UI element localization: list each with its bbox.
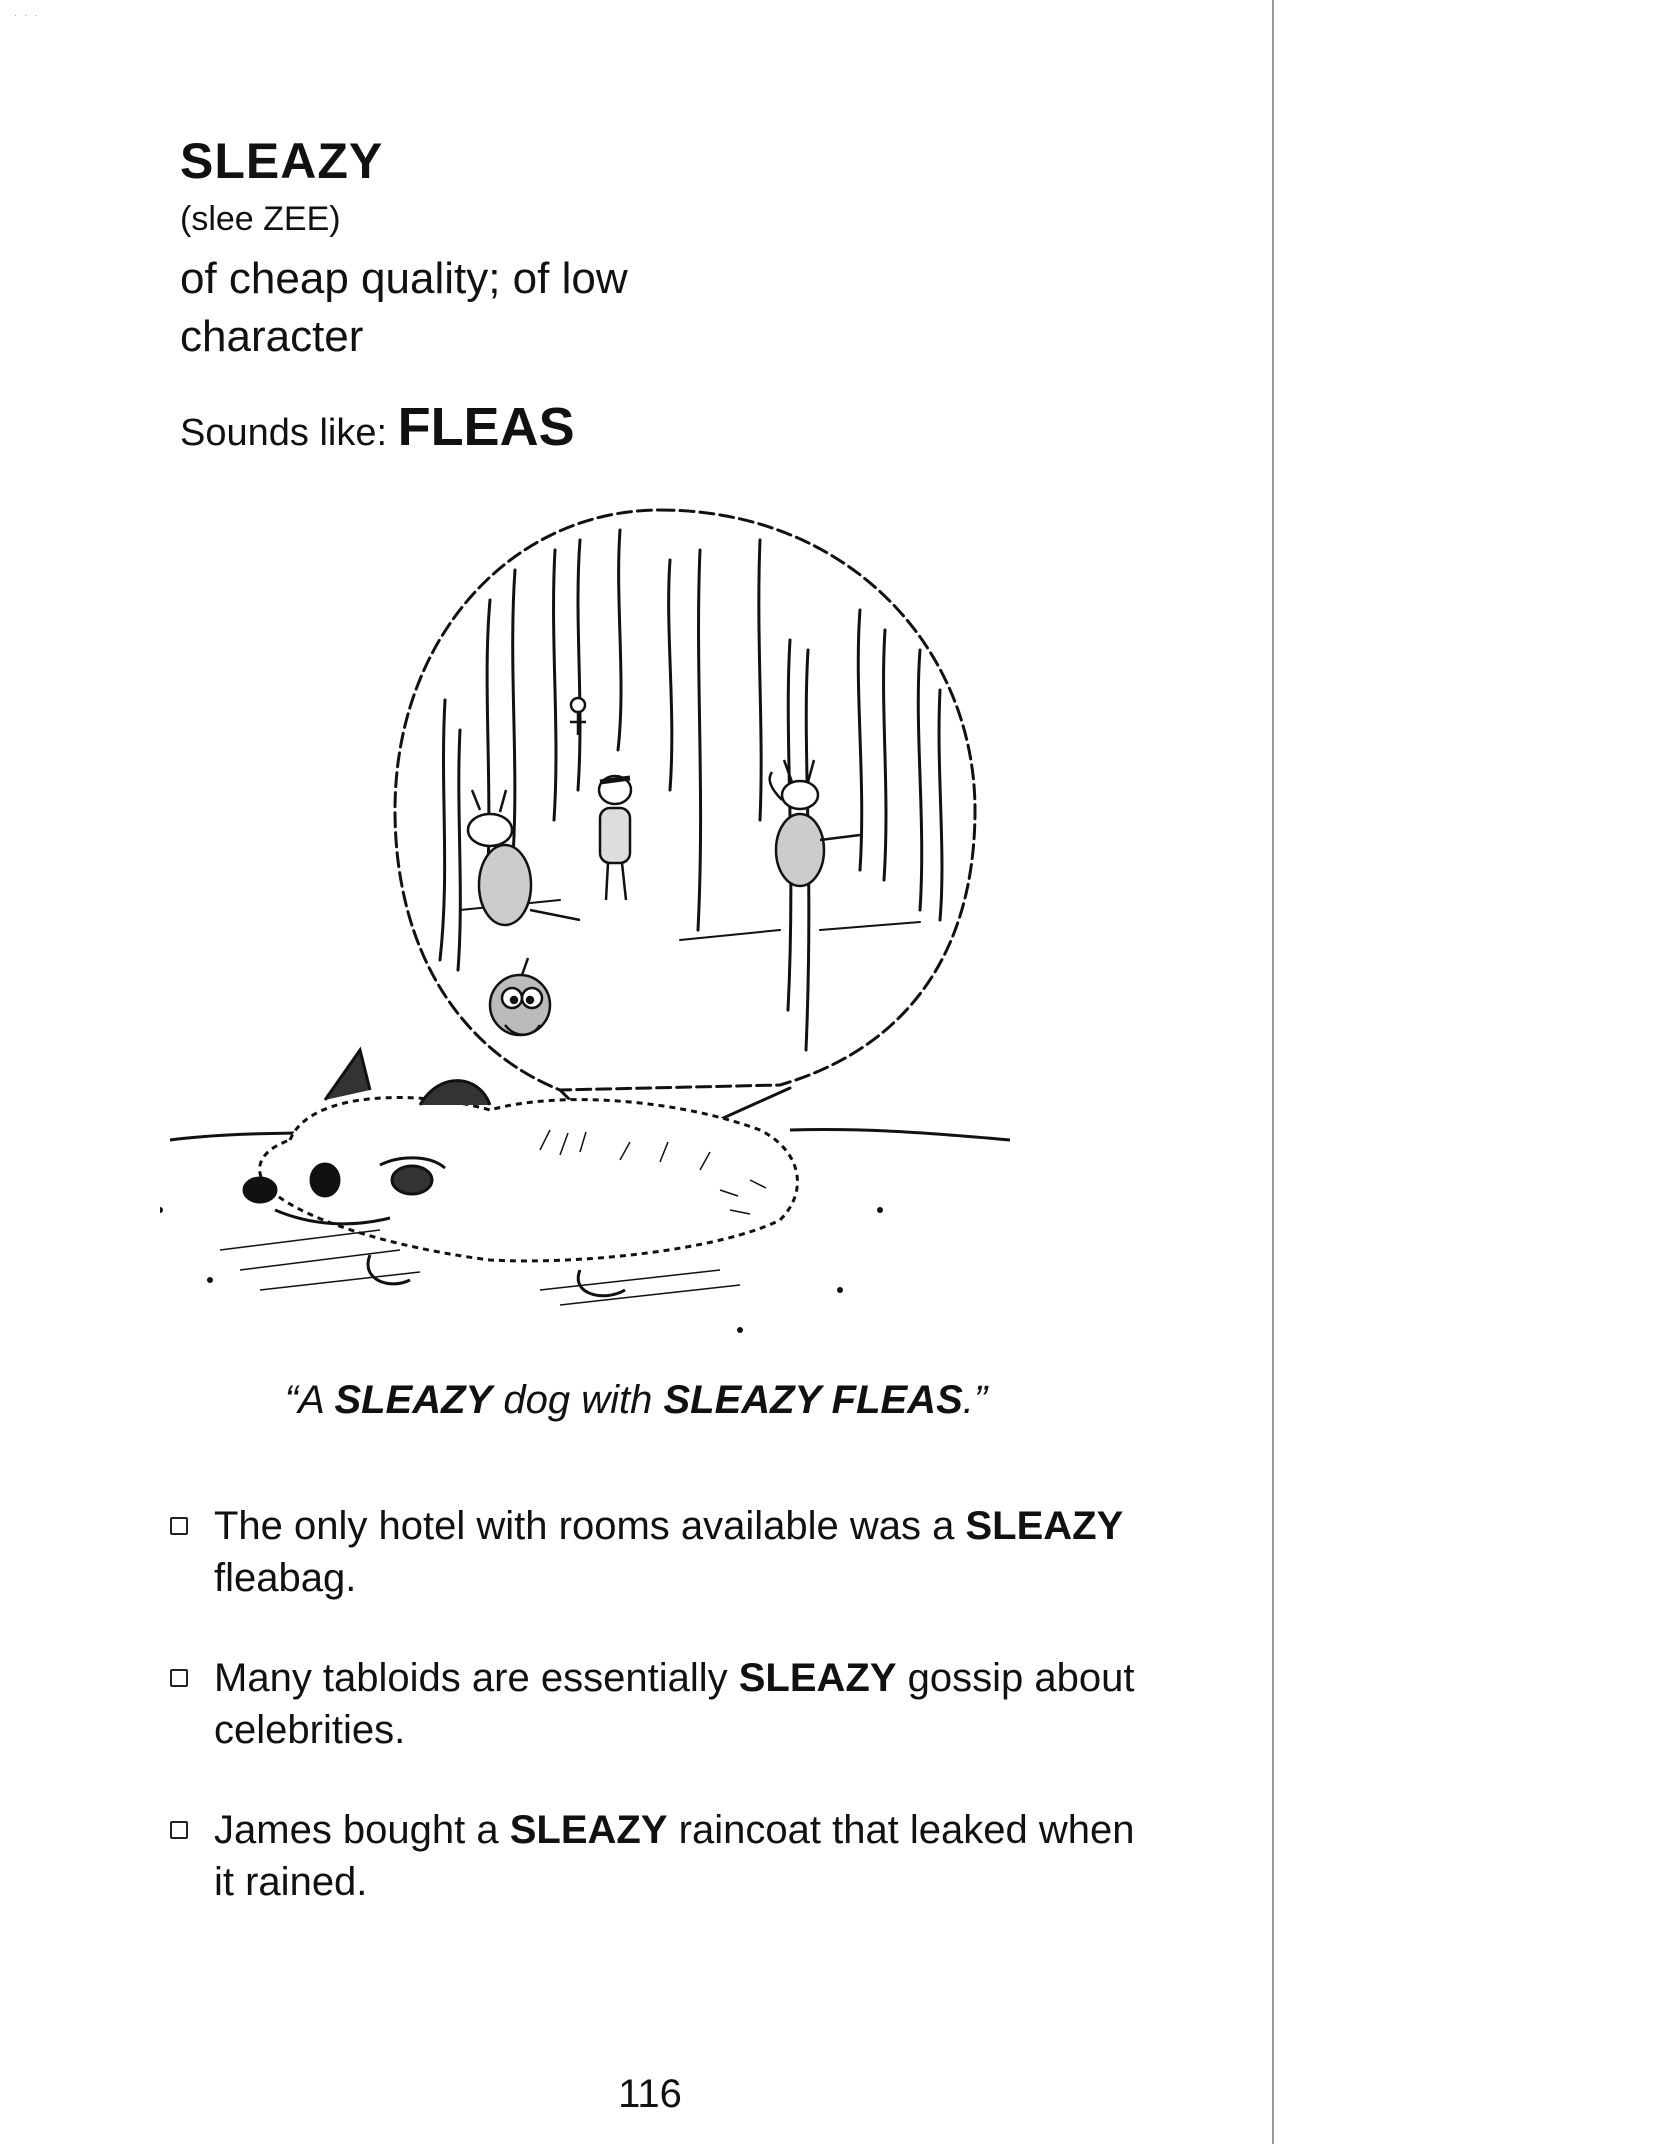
caption-word-2: SLEAZY FLEAS — [663, 1378, 963, 1422]
sounds-like-word: FLEAS — [397, 397, 575, 457]
caption-mid: dog with — [492, 1378, 664, 1422]
example-text-before: The only hotel with rooms available was a — [214, 1504, 966, 1548]
example-sentence — [170, 1804, 1150, 1908]
example-text-after: raincoat that leaked when it rained. — [214, 1808, 1135, 1904]
example-sentences — [170, 1500, 1150, 1956]
example-sentence — [170, 1652, 1150, 1756]
checkbox-bullet-icon — [170, 1669, 188, 1687]
checkbox-bullet-icon — [170, 1517, 188, 1535]
checkbox-bullet-icon — [170, 1821, 188, 1839]
sounds-like — [180, 396, 575, 458]
headword: SLEAZY — [180, 133, 384, 189]
caption-open: “A — [284, 1378, 335, 1422]
example-keyword: SLEAZY — [509, 1808, 668, 1852]
page-number: 116 — [618, 2072, 682, 2116]
example-text-after: gossip about celebrities. — [214, 1656, 1135, 1752]
illustration-caption — [0, 1378, 1272, 1423]
example-text-before: Many tabloids are essentially — [214, 1656, 739, 1700]
scan-artifact: · · · — [14, 10, 40, 21]
example-keyword: SLEAZY — [738, 1656, 897, 1700]
caption-word-1: SLEAZY — [334, 1378, 493, 1422]
definition: of cheap quality; of low character — [180, 254, 628, 361]
pronunciation: (slee ZEE) — [180, 200, 341, 238]
example-text-before: James bought a — [214, 1808, 510, 1852]
example-sentence — [170, 1500, 1150, 1604]
cartoon-dog-with-fleas-icon — [160, 490, 1170, 1370]
sounds-like-label: Sounds like: — [180, 412, 388, 454]
example-keyword: SLEAZY — [965, 1504, 1124, 1548]
page-edge-rule — [1272, 0, 1274, 2144]
caption-close: .” — [962, 1378, 988, 1422]
example-text-after: fleabag. — [214, 1556, 357, 1600]
